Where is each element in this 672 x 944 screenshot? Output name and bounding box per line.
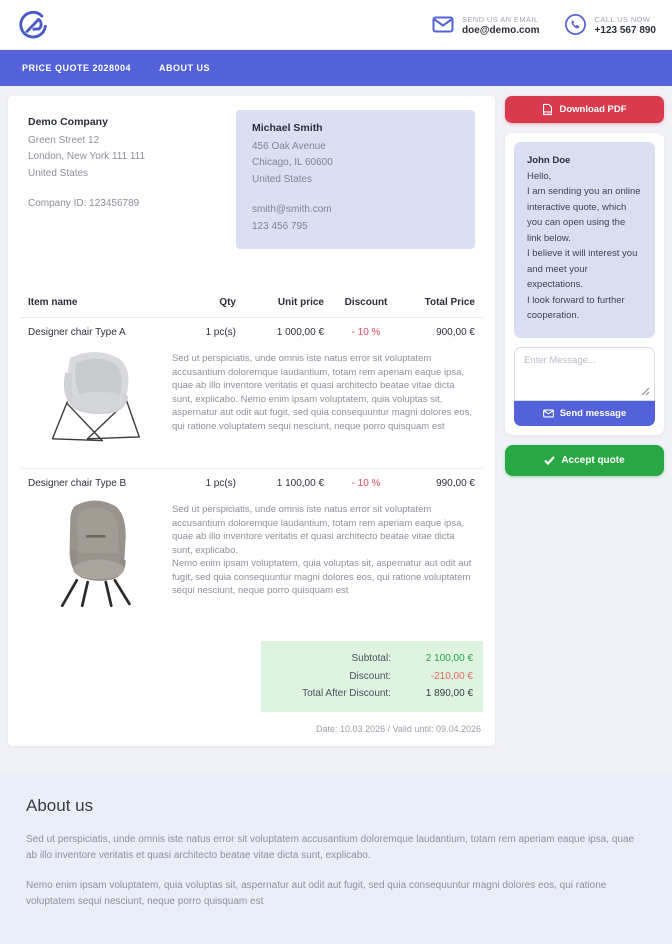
send-envelope-icon — [543, 409, 554, 418]
sender-message-bubble — [514, 142, 655, 338]
customer-info-box — [236, 110, 475, 249]
envelope-icon — [432, 16, 454, 33]
customer-phone: 123 456 795 — [252, 220, 308, 232]
item-discount: - 10 % — [351, 478, 381, 489]
item-name: Designer chair Type B — [28, 478, 127, 489]
quote-validity: Date: 10.03.2026 / Valid until: 09.04.2026 — [316, 723, 481, 734]
header-total-price: Total Price — [424, 297, 475, 308]
parties-section — [20, 108, 483, 249]
phone-value[interactable]: +123 567 890 — [594, 24, 656, 36]
main-content — [0, 86, 672, 762]
message-input-wrap — [514, 347, 655, 401]
customer-email: smith@smith.com — [252, 204, 332, 215]
sidebar — [505, 96, 664, 476]
svg-text:PDF: PDF — [544, 110, 552, 115]
subtotal-value: 2 100,00 € — [425, 653, 473, 664]
top-header — [0, 0, 672, 50]
about-us-title: About us — [26, 795, 94, 815]
message-line: I am sending you an online interactive quote, which you can open using the link below. — [527, 186, 641, 244]
pdf-file-icon — [542, 103, 553, 116]
discount-value: -210,00 € — [430, 670, 473, 682]
total-after-discount-label: Total After Discount: — [302, 688, 391, 699]
download-pdf-button[interactable] — [505, 96, 664, 123]
download-pdf-label: Download PDF — [559, 104, 627, 115]
logo-icon — [16, 8, 50, 42]
sender-name: John Doe — [527, 155, 571, 166]
message-line: I believe it will interest you and meet your expectations. — [527, 248, 638, 290]
item-qty: 1 pc(s) — [205, 327, 236, 338]
product-image-chair-b — [28, 495, 160, 613]
company-logo[interactable] — [16, 8, 50, 42]
seller-address-line: London, New York 111 111 — [28, 151, 146, 162]
message-line: I look forward to further cooperation. — [527, 294, 625, 321]
table-header-row — [20, 291, 483, 318]
customer-name: Michael Smith — [252, 122, 323, 134]
discount-label: Discount: — [349, 670, 391, 682]
item-unit-price: 1 100,00 € — [276, 478, 324, 489]
main-navbar — [0, 50, 672, 86]
email-contact[interactable] — [432, 14, 540, 36]
item-description: Sed ut perspiciatis, unde omnis iste natus error sit voluptatem accusantium doloremque laudantium, totam rem aperiam eaque ipsa, quae ab illo inventore veritatis et quasi architecto beatae vitae dicta sunt, explicabo. Nemo enim ipsam voluptatem, quia voluptas sit, aspernatur aut odit aut fugit, sed quia consequuntur magni dolores eos, qui ratione voluptatem sequi nesciunt, neque porro quisquam est — [172, 504, 472, 596]
email-value[interactable]: doe@demo.com — [462, 24, 540, 36]
nav-item-about-us[interactable]: ABOUT US — [159, 63, 211, 73]
send-message-button[interactable] — [514, 401, 655, 426]
totals-section — [20, 641, 483, 712]
send-message-label: Send message — [559, 407, 627, 419]
accept-quote-button[interactable] — [505, 445, 664, 476]
customer-address-line: Chicago, IL 60600 — [252, 157, 333, 168]
quote-card — [8, 96, 495, 746]
item-description: Sed ut perspiciatis, unde omnis iste natus error sit voluptatem accusantium doloremque laudantium, totam rem aperiam eaque ipsa, quae ab illo inventore veritatis et quasi architecto beatae vitae dicta sunt, explicabo. Nemo enim ipsam voluptatem, quia voluptas sit, aspernatur aut odit aut fugit, sed quia consequuntur magni dolores eos, qui ratione voluptatem sequi nesciunt, neque porro quisquam est — [172, 353, 472, 432]
phone-contact[interactable] — [564, 13, 656, 36]
header-unit-price: Unit price — [277, 297, 324, 308]
item-unit-price: 1 000,00 € — [276, 327, 324, 338]
seller-address-line: Green Street 12 — [28, 134, 100, 146]
table-row — [20, 318, 483, 468]
table-row — [20, 468, 483, 625]
about-us-paragraph: Nemo enim ipsam voluptatem, quia voluptas sit, aspernatur aut odit aut fugit, sed quia consequuntur magni dolores eos, qui ratione voluptatem sequi nesciunt, neque porro quisquam est — [26, 879, 607, 907]
message-card — [505, 133, 664, 435]
seller-address-line: United States — [28, 167, 89, 179]
seller-info — [28, 110, 145, 249]
items-table — [20, 291, 483, 625]
header-item-name: Item name — [28, 297, 78, 308]
item-total: 990,00 € — [436, 478, 475, 489]
phone-label: CALL US NOW — [594, 14, 651, 24]
email-label: SEND US AN EMAIL — [462, 14, 539, 24]
item-qty: 1 pc(s) — [205, 478, 236, 489]
header-qty: Qty — [219, 297, 236, 308]
check-icon — [544, 456, 555, 465]
totals-box — [261, 641, 483, 712]
item-discount: - 10 % — [351, 327, 381, 338]
total-after-discount-value: 1 890,00 € — [425, 688, 473, 699]
nav-item-price-quote[interactable]: PRICE QUOTE 2028004 — [22, 63, 132, 73]
subtotal-label: Subtotal: — [351, 653, 391, 664]
item-name: Designer chair Type A — [28, 327, 126, 338]
about-us-section — [0, 772, 672, 944]
message-line: Hello, — [527, 170, 552, 182]
resize-handle-icon[interactable] — [641, 387, 650, 396]
about-us-paragraph: Sed ut perspiciatis, unde omnis iste natus error sit voluptatem accusantium doloremque laudantium, totam rem aperiam eaque ipsa, quae ab illo inventore veritatis et quasi architecto beatae vitae dicta sunt, explicabo. — [26, 833, 635, 861]
seller-company-id: Company ID: 123456789 — [28, 198, 140, 209]
accept-quote-label: Accept quote — [561, 454, 625, 466]
seller-name: Demo Company — [28, 116, 108, 128]
product-image-chair-a — [28, 344, 160, 456]
customer-address-line: 456 Oak Avenue — [252, 140, 326, 152]
message-input[interactable] — [514, 347, 655, 401]
phone-icon — [564, 13, 587, 36]
item-total: 900,00 € — [436, 327, 475, 338]
header-discount: Discount — [344, 297, 388, 308]
customer-address-line: United States — [252, 173, 313, 185]
